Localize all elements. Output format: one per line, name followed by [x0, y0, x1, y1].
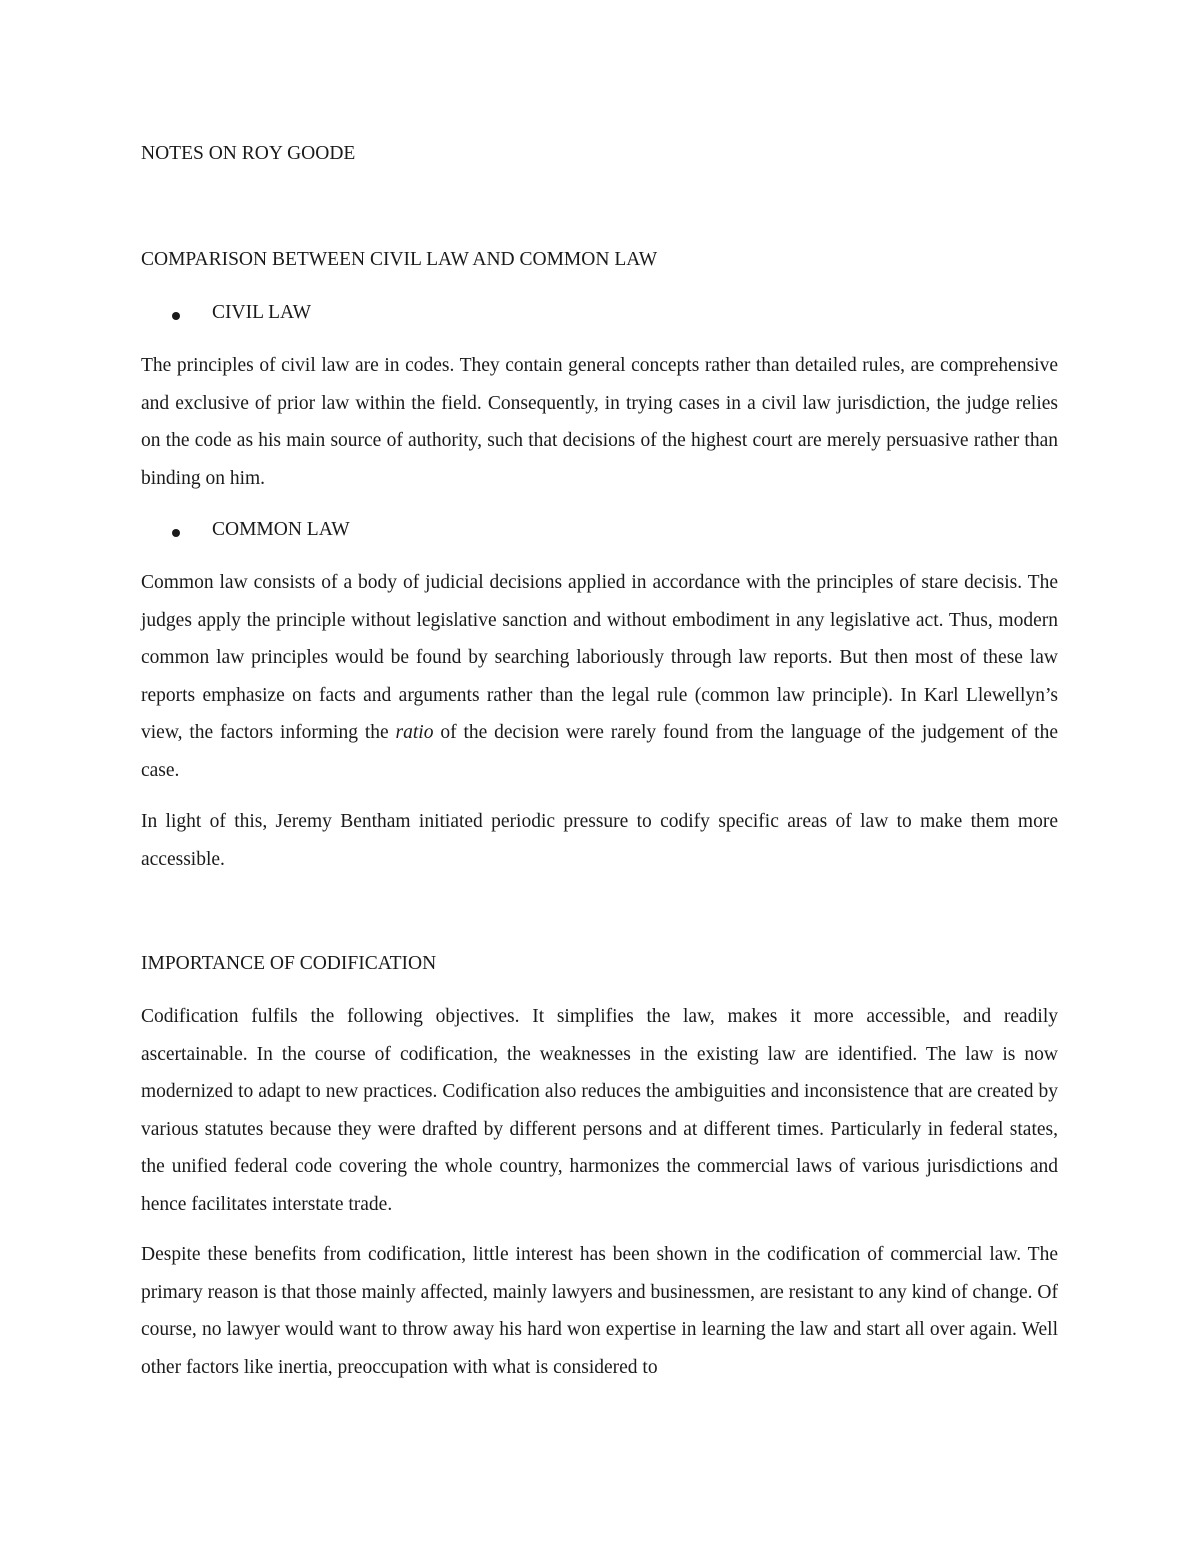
codification-paragraph-2: Despite these benefits from codification, little interest has been shown in the codification of commercial law. The primary reason is that those mainly affected, mainly lawyers and businessmen, are resistant to any kind of change. Of course, no lawyer would want to throw away his hard won expertise in learning the law and start all over again. Well other factors like inertia, preoccupation with what is considered to — [141, 1244, 1058, 1378]
section-heading-comparison: COMPARISON BETWEEN CIVIL LAW AND COMMON LAW — [141, 249, 658, 270]
bullet-label: COMMON LAW — [212, 519, 350, 540]
ratio-term: ratio — [395, 722, 434, 744]
bullet-dot-icon — [172, 312, 180, 320]
civil-law-paragraph: The principles of civil law are in codes. They contain general concepts rather than detailed rules, are comprehensive and exclusive of prior law within the field. Consequently, in trying cases in a civil law jurisdiction, the judge relies on the code as his main source of authority, such that decisions of the highest court are merely persuasive rather than binding on him. — [141, 355, 1058, 489]
bentham-paragraph: In light of this, Jeremy Bentham initiated periodic pressure to codify specific areas of law to make them more accessible. — [141, 811, 1058, 870]
codification-paragraph-1: Codification fulfils the following objectives. It simplifies the law, makes it more accessible, and readily ascertainable. In the course of codification, the weaknesses in the existing law are identified. The law is now modernized to adapt to new practices. Codification also reduces the ambiguities and inconsistence that are created by various statutes because they were drafted by different persons and at different times. Particularly in federal states, the unified federal code covering the whole country, harmonizes the commercial laws of various jurisdictions and hence facilitates interstate trade. — [141, 1006, 1058, 1215]
common-law-paragraph — [141, 564, 1058, 790]
paragraph-text: of the decision were rarely found from the language of the judgement of the case. — [141, 722, 1058, 781]
document-title: NOTES ON ROY GOODE — [141, 143, 356, 164]
section-heading-codification: IMPORTANCE OF CODIFICATION — [141, 953, 437, 974]
bullet-label: CIVIL LAW — [212, 302, 311, 323]
paragraph-text: Common law consists of a body of judicial decisions applied in accordance with the principles of stare decisis. The judges apply the principle without legislative sanction and without embodiment in any legislative act. Thus, modern common law principles would be found by searching laboriously through law reports. But then most of these law reports emphasize on facts and arguments rather than the legal rule (common law principle). In Karl Llewellyn’s view, the factors informing the — [141, 572, 1058, 744]
bullet-dot-icon — [172, 529, 180, 537]
